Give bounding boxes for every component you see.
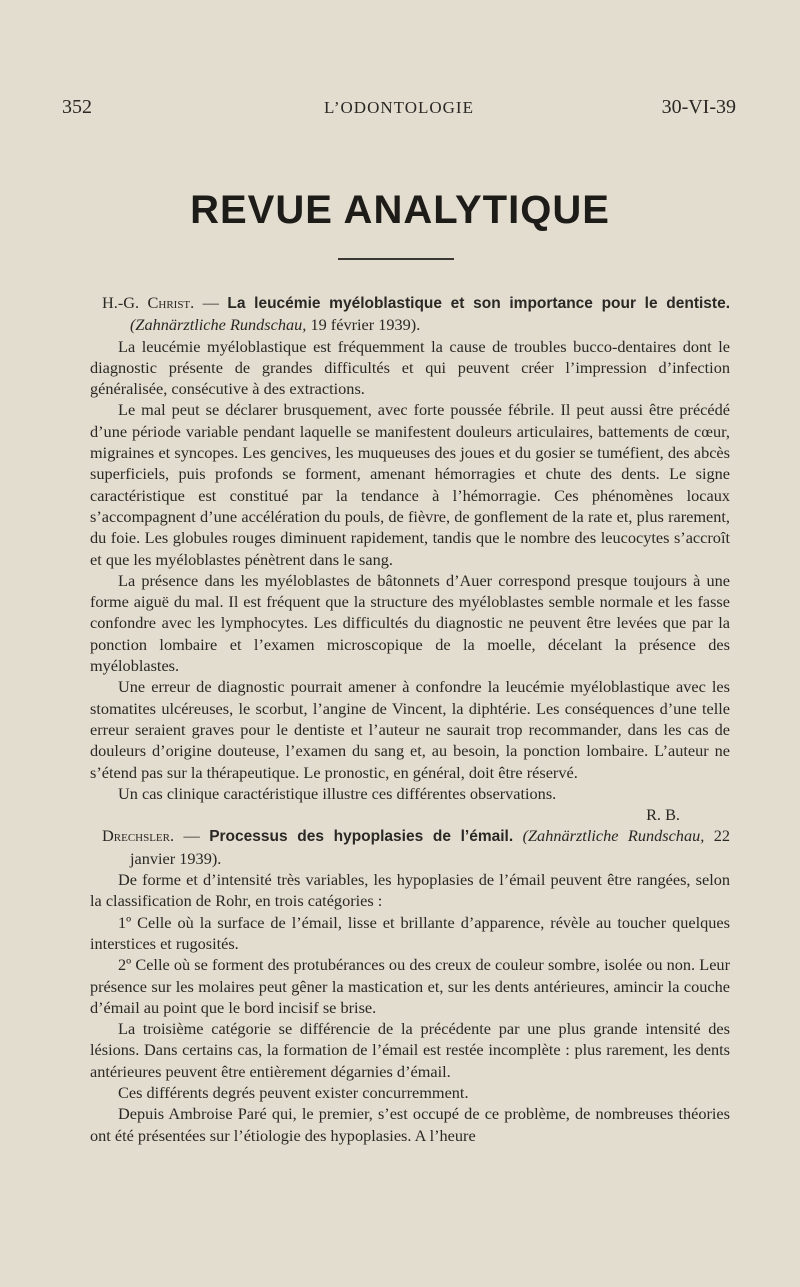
heading-dash: — (194, 293, 228, 312)
journal-name: L’ODONTOLOGIE (324, 98, 474, 117)
paragraph: La présence dans les myéloblastes de bâtonnets d’Auer correspond presque toujours à une forme aiguë du mal. Il est fréquent que la structure des myéloblastes semble normale et les fasse confondre avec les lymphocytes. Les difficultés du diagnostic ne peuvent être levées que par la ponction lombaire et l’examen microscopique de la moelle, décelant la présence des myéloblastes. (90, 570, 730, 676)
paragraph: La leucémie myéloblastique est fréquemment la cause de troubles bucco-dentaires dont le diagnostic présente de grandes difficultés et qui peuvent créer l’impression d’infection généralisée, consécutive à des extractions. (90, 336, 730, 399)
heading-dash: — (174, 826, 210, 846)
article-heading-1 (90, 292, 730, 336)
running-header (62, 96, 736, 126)
article-source: (Zahnärztliche Rundschau, (522, 826, 705, 846)
article-source: (Zahnärztliche Rundschau, (130, 315, 307, 335)
paragraph: 1º Celle où la surface de l’émail, lisse et brillante d’apparence, révèle au toucher quelques interstices et rugosités. (90, 912, 730, 953)
paragraph: 2º Celle où se forment des protubérances ou des creux de couleur sombre, isolée ou non. Leur présence sur les molaires peut gêner la mastication et, sur les dents antérieures, amincir la couche d’émail au point que le bord incisif se brise. (90, 955, 730, 1017)
article-author: H.-G. Christ. (102, 293, 195, 312)
issue-date: 30-VI-39 (661, 96, 736, 118)
paragraph: Ces différents degrés peuvent exister concurremment. (118, 1082, 469, 1102)
article-title: Processus des hypoplasies de l’émail. (209, 828, 514, 846)
paragraph: Depuis Ambroise Paré qui, le premier, s’est occupé de ce problème, de nombreuses théories ont été présentées sur l’étiologie des hypoplasies. A l’heure (90, 1104, 730, 1145)
paragraph: La troisième catégorie se différencie de la précédente par une plus grande intensité des lésions. Dans certains cas, la formation de l’émail est restée incomplète : plus rarement, les dents antérieures peuvent être entièrement dégarnies d’émail. (90, 1019, 730, 1081)
title-rule (338, 258, 454, 260)
article-heading-2 (90, 825, 730, 869)
section-title: REVUE ANALYTIQUE (190, 188, 610, 232)
paragraph: Un cas clinique caractéristique illustre ces différentes observations. (118, 783, 557, 803)
article-author: Drechsler. (102, 826, 175, 846)
article-date: 22 janvier 1939). (130, 826, 730, 868)
reviewer-signature: R. B. (646, 805, 680, 825)
page-number: 352 (62, 96, 92, 118)
article-title: La leucémie myéloblastique et son importance pour le dentiste. (227, 295, 731, 312)
paragraph: Le mal peut se déclarer brusquement, avec forte poussée fébrile. Il peut aussi être précédé d’une période variable pendant laquelle se manifestent douleurs articulaires, battements de cœur, migraines et syncopes. Les gencives, les muqueuses des joues et du gosier se tuméfient, des abcès superficiels, puis profonds se forment, amenant hémorragies et chute des dents. Le signe caractéristique est constitué par la tendance à l’hémorragie. Ces phénomènes locaux s’accompagnent d’une accélération du pouls, de fièvre, de gonflement de la rate et, plus rarement, du foie. Les globules rouges diminuent rapidement, tandis que le nombre des leucocytes s’accroît et que les myéloblastes pénètrent dans le sang. (90, 400, 730, 569)
paragraph: De forme et d’intensité très variables, les hypoplasies de l’émail peuvent être rangées, selon la classification de Rohr, en trois catégories : (90, 870, 730, 911)
article-body (90, 292, 730, 1146)
article-date: 19 février 1939). (306, 315, 421, 335)
paragraph: Une erreur de diagnostic pourrait amener à confondre la leucémie myéloblastique avec les stomatites ulcéreuses, le scorbut, l’angine de Vincent, la diphtérie. Les conséquences d’une telle erreur seraient graves pour le dentiste et l’auteur ne saurait trop recommander, dans les cas de douleurs d’origine douteuse, l’examen du sang et, au besoin, la ponction lombaire. L’auteur ne s’étend pas sur la thérapeutique. Le pronostic, en général, doit être réservé. (90, 677, 730, 782)
